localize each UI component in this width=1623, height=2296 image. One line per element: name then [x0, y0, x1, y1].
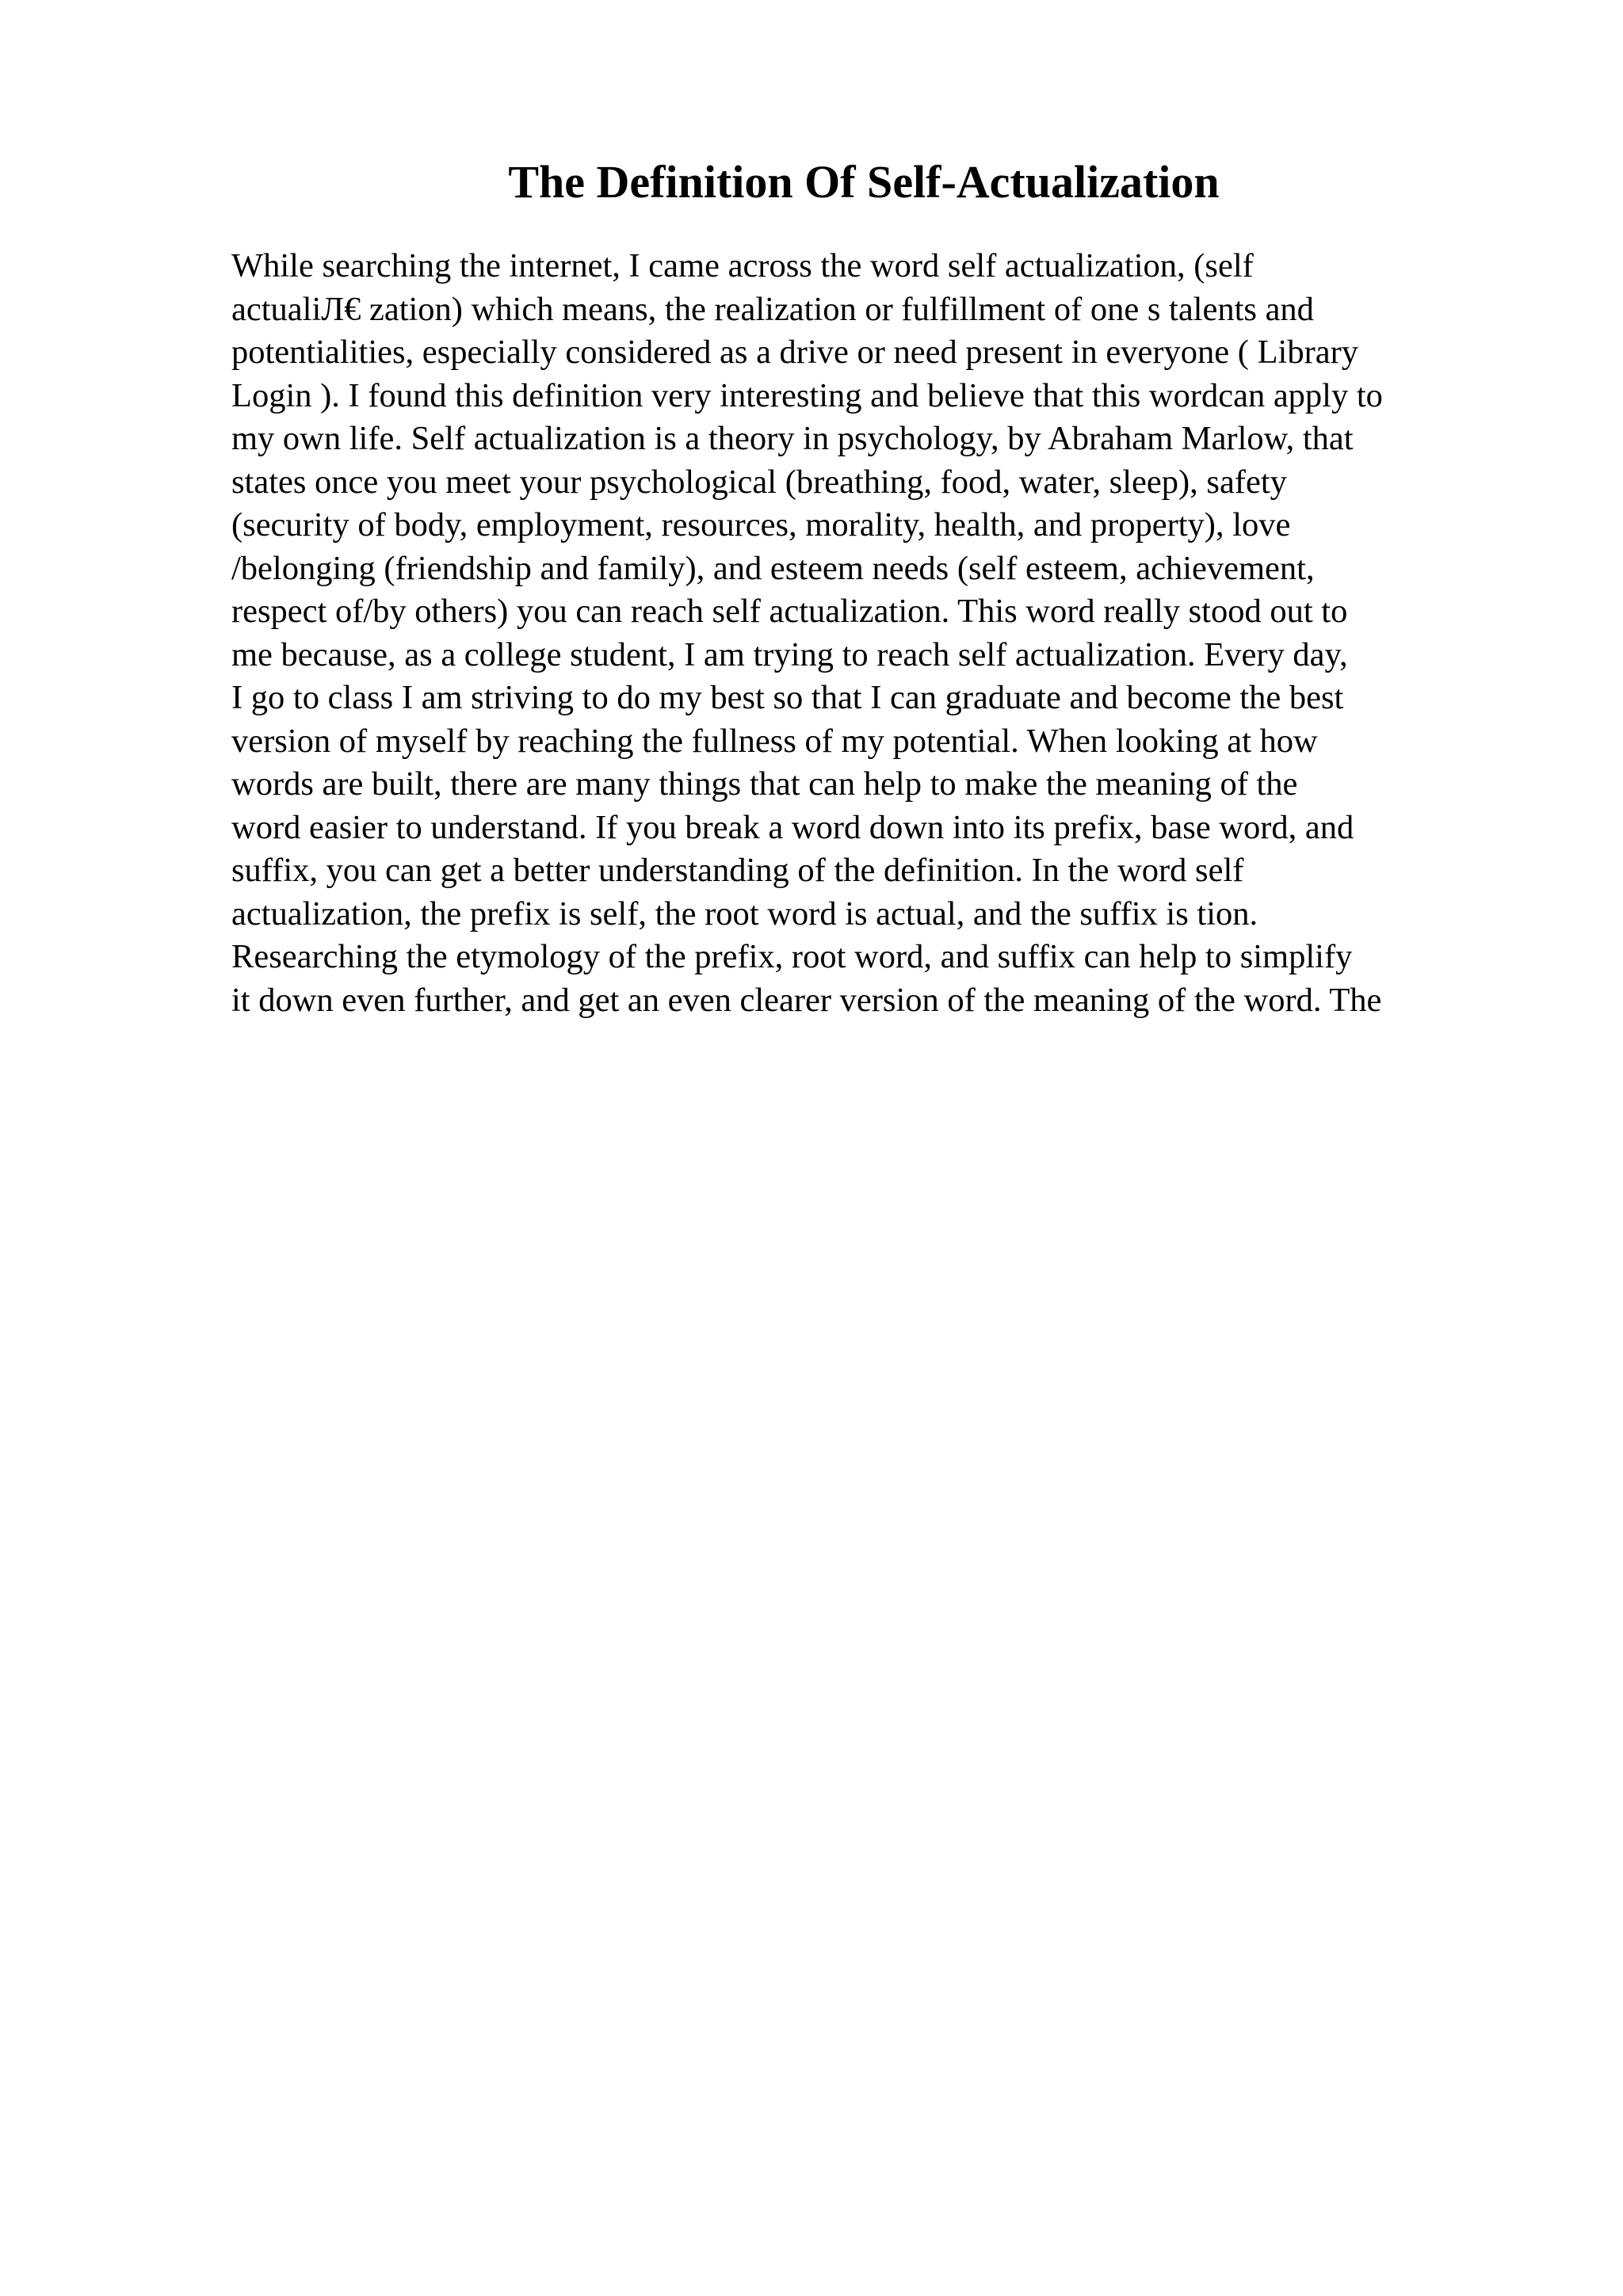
- document-body: [231, 245, 1515, 1022]
- body-line: Login ). I found this definition very interesting and believe that this wordcan apply to: [231, 376, 1383, 414]
- body-line: states once you meet your psychological (breathing, food, water, sleep), safety: [231, 463, 1287, 501]
- body-line: Researching the etymology of the prefix, root word, and suffix can help to simplify: [231, 938, 1353, 975]
- body-line: word easier to understand. If you break a word down into its prefix, base word, and: [231, 808, 1354, 846]
- document-title: The Definition Of Self-Actualization: [508, 156, 1220, 208]
- body-line: my own life. Self actualization is a theory in psychology, by Abraham Marlow, that: [231, 420, 1354, 457]
- body-line: it down even further, and get an even clearer version of the meaning of the word. The: [231, 981, 1382, 1019]
- body-line: respect of/by others) you can reach self actualization. This word really stood out to: [231, 593, 1348, 630]
- body-line: I go to class I am striving to do my best so that I can graduate and become the best: [231, 679, 1344, 716]
- body-line: While searching the internet, I came across the word self actualization, (self: [231, 247, 1254, 284]
- body-line: actualiЛ€ zation) which means, the realization or fulfillment of one s talents and: [231, 290, 1314, 328]
- body-line: words are built, there are many things that can help to make the meaning of the: [231, 765, 1298, 803]
- body-line: version of myself by reaching the fullness of my potential. When looking at how: [231, 722, 1318, 760]
- body-line: (security of body, employment, resources, morality, health, and property), love: [231, 506, 1291, 543]
- body-line: actualization, the prefix is self, the root word is actual, and the suffix is tion.: [231, 894, 1258, 933]
- body-line: /belonging (friendship and family), and esteem needs (self esteem, achievement,: [231, 549, 1315, 587]
- body-line: me because, as a college student, I am trying to reach self actualization. Every day,: [231, 635, 1348, 673]
- body-line: suffix, you can get a better understanding of the definition. In the word self: [231, 852, 1244, 889]
- body-line: potentialities, especially considered as a drive or need present in everyone ( Library: [231, 334, 1359, 371]
